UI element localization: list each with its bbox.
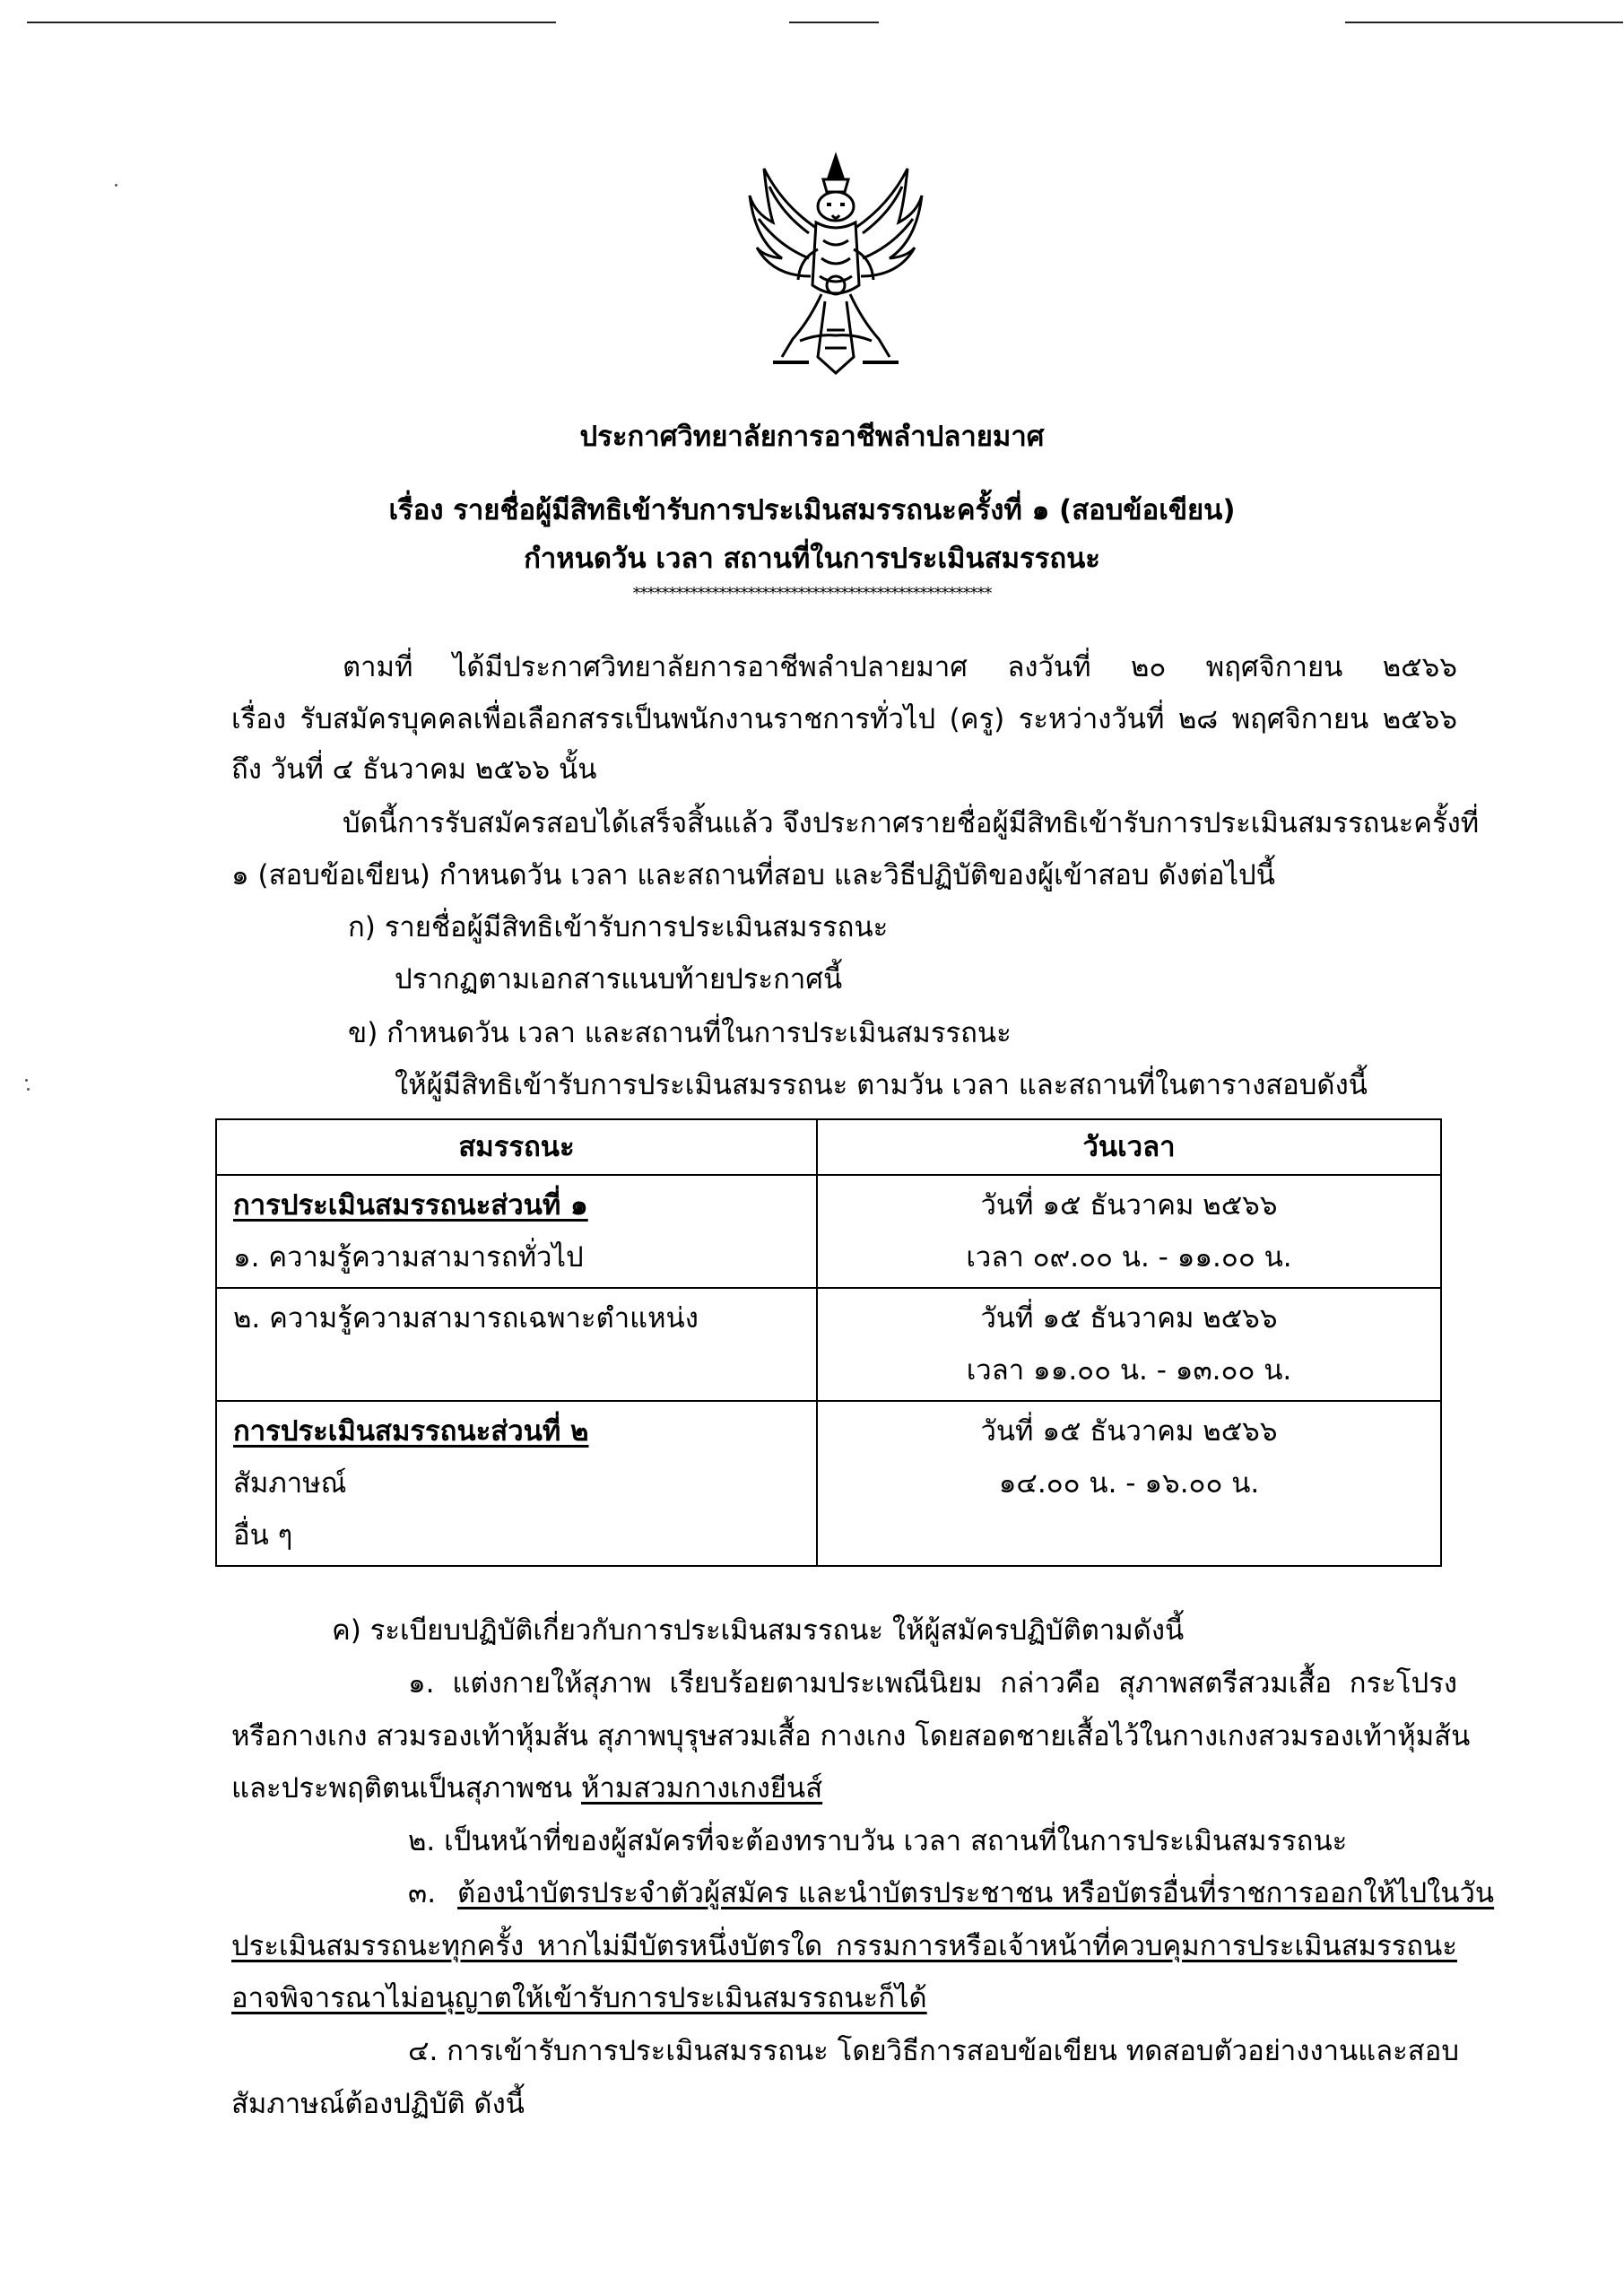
no-jeans-warning: ห้ามสวมกางเกงยีนส์ <box>581 1772 823 1805</box>
intro-line-4: บัดนี้การรับสมัครสอบได้เสร็จสิ้นแล้ว จึงประกาศรายชื่อผู้มีสิทธิเข้ารับการประเมินสมรรถนะครั้งที่ <box>343 807 1480 839</box>
rule-1-line-2: หรือกางเกง สวมรองเท้าหุ้มส้น สุภาพบุรุษสวมเสื้อ กางเกง โดยสอดชายเสื้อไว้ในกางเกงสวมรองเท้าหุ้มส้น <box>231 1720 1471 1752</box>
exam-time: เวลา ๐๙.๐๐ น. - ๑๑.๐๐ น. <box>966 1241 1292 1274</box>
intro-line-5: ๑ (สอบข้อเขียน) กำหนดวัน เวลา และสถานที่สอบ และวิธีปฏิบัติของผู้เข้าสอบ ดังต่อไปนี้ <box>231 859 1275 891</box>
table-cell-competency <box>216 1401 817 1566</box>
scan-edge-line <box>789 22 879 23</box>
table-cell-competency <box>216 1175 817 1288</box>
scan-edge-line <box>27 22 556 23</box>
competency-item: ๒. ความรู้ความสามารถเฉพาะตำแหน่ง <box>233 1302 699 1335</box>
item-b-detail: ให้ผู้มีสิทธิเข้ารับการประเมินสมรรถนะ ตามวัน เวลา และสถานที่ในตารางสอบดังนี้ <box>395 1069 1368 1101</box>
scan-speck <box>27 1088 30 1091</box>
rule-1-line-1: ๑. แต่งกายให้สุภาพ เรียบร้อยตามประเพณีนิยม กล่าวคือ สุภาพสตรีสวมเสื้อ กระโปรง <box>408 1667 1457 1700</box>
table-row <box>216 1288 1441 1401</box>
exam-time: เวลา ๑๑.๐๐ น. - ๑๓.๐๐ น. <box>966 1354 1292 1387</box>
table-cell-datetime <box>817 1175 1441 1288</box>
section-2-heading: การประเมินสมรรถนะส่วนที่ ๒ <box>233 1415 589 1448</box>
rule-3-line-3: อาจพิจารณาไม่อนุญาตให้เข้ารับการประเมินสมรรถนะก็ได้ <box>231 1982 927 2014</box>
exam-time: ๑๔.๐๐ น. - ๑๖.๐๐ น. <box>998 1467 1260 1500</box>
competency-item: สัมภาษณ์ <box>233 1467 347 1500</box>
column-header-datetime: วันเวลา <box>817 1119 1441 1175</box>
rule-3-number: ๓. <box>408 1877 437 1909</box>
exam-date: วันที่ ๑๕ ธันวาคม ๒๕๖๖ <box>980 1415 1278 1448</box>
table-row <box>216 1175 1441 1288</box>
section-1-heading: การประเมินสมรรถนะส่วนที่ ๑ <box>233 1189 588 1222</box>
item-c-title: ค) ระเบียบปฏิบัติเกี่ยวกับการประเมินสมรรถนะ ให้ผู้สมัครปฏิบัติตามดังนี้ <box>332 1614 1185 1647</box>
item-a-title: ก) รายชื่อผู้มีสิทธิเข้ารับการประเมินสมรรถนะ <box>348 911 889 944</box>
announcement-subject-line1: เรื่อง รายชื่อผู้มีสิทธิเข้ารับการประเมินสมรรถนะครั้งที่ ๑ (สอบข้อเขียน) <box>388 494 1236 526</box>
table-cell-competency <box>216 1288 817 1401</box>
table-cell-datetime <box>817 1401 1441 1566</box>
exam-date: วันที่ ๑๕ ธันวาคม ๒๕๖๖ <box>980 1189 1278 1222</box>
column-header-competency: สมรรถนะ <box>216 1119 817 1175</box>
intro-line-3: ถึง วันที่ ๔ ธันวาคม ๒๕๖๖ นั้น <box>231 753 597 786</box>
exam-schedule-table <box>215 1118 1442 1567</box>
exam-date: วันที่ ๑๕ ธันวาคม ๒๕๖๖ <box>980 1302 1278 1335</box>
rule-4-line-1: ๔. การเข้ารับการประเมินสมรรถนะ โดยวิธีการสอบข้อเขียน ทดสอบตัวอย่างงานและสอบ <box>408 2035 1460 2067</box>
rule-2: ๒. เป็นหน้าที่ของผู้สมัครที่จะต้องทราบวัน เวลา สถานที่ในการประเมินสมรรถนะ <box>408 1825 1348 1857</box>
table-cell-datetime <box>817 1288 1441 1401</box>
garuda-emblem-icon <box>746 151 925 377</box>
item-b-title: ข) กำหนดวัน เวลา และสถานที่ในการประเมินสมรรถนะ <box>348 1017 1012 1049</box>
competency-item: ๑. ความรู้ความสามารถทั่วไป <box>233 1241 584 1274</box>
header-separator: ************************************************** <box>632 584 992 603</box>
rule-4-line-2: สัมภาษณ์ต้องปฏิบัติ ดังนี้ <box>231 2088 525 2120</box>
scan-edge-line <box>1345 22 1623 23</box>
rule-1-line-3 <box>231 1771 822 1805</box>
competency-item: อื่น ๆ <box>233 1519 293 1552</box>
rule-1-line-3-text: และประพฤติตนเป็นสุภาพชน <box>231 1772 582 1805</box>
item-a-detail: ปรากฏตามเอกสารแนบท้ายประกาศนี้ <box>395 963 843 996</box>
scan-speck <box>25 1079 28 1082</box>
announcement-org-title: ประกาศวิทยาลัยการอาชีพลำปลายมาศ <box>579 421 1045 453</box>
intro-line-2: เรื่อง รับสมัครบุคคลเพื่อเลือกสรรเป็นพนักงานราชการทั่วไป (ครู) ระหว่างวันที่ ๒๘ พฤศจิกายน ๒๕๖๖ <box>231 703 1457 735</box>
rule-3-line-2: ประเมินสมรรถนะทุกครั้ง หากไม่มีบัตรหนึ่งบัตรใด กรรมการหรือเจ้าหน้าที่ควบคุมการประเมินสมรรถนะ <box>231 1930 1457 1962</box>
announcement-subject-line2: กำหนดวัน เวลา สถานที่ในการประเมินสมรรถนะ <box>524 543 1100 575</box>
scan-speck <box>115 184 117 187</box>
table-row <box>216 1401 1441 1566</box>
table-header-row <box>216 1119 1441 1175</box>
intro-line-1: ตามที่ ได้มีประกาศวิทยาลัยการอาชีพลำปลายมาศ ลงวันที่ ๒๐ พฤศจิกายน ๒๕๖๖ <box>343 651 1457 683</box>
rule-3-line-1: ต้องนำบัตรประจำตัวผู้สมัคร และนำบัตรประชาชน หรือบัตรอื่นที่ราชการออกให้ไปในวัน <box>457 1877 1495 1909</box>
